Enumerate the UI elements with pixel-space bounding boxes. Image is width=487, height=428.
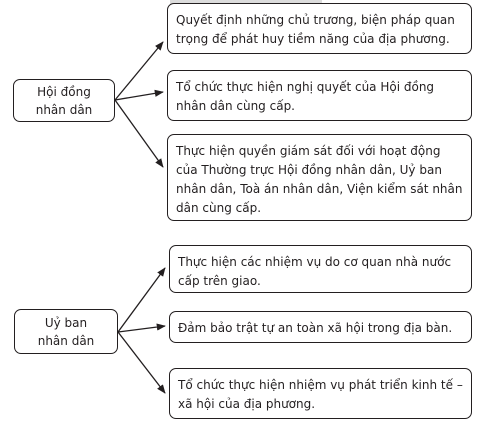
arrow-hdnd-to-r3 [115, 100, 163, 167]
arrow-hdnd-to-r1 [115, 42, 163, 100]
box-to-chuc-nghi-quyet [167, 70, 472, 121]
box-quyet-dinh-chu-truong [167, 3, 472, 54]
box-uy-ban-nhan-dan [14, 309, 118, 354]
arrow-ubnd-to-r6 [118, 332, 165, 393]
box-nhiem-vu-cap-tren [169, 245, 472, 293]
box-trat-tu-an-toan-text: Đảm bảo trật tự an toàn xã hội trong địa bàn. [178, 321, 453, 335]
arrow-ubnd-to-r4 [118, 268, 165, 332]
box-quyet-dinh-chu-truong-text: Quyết định những chủ trương, biện pháp quan trọng để phát huy tiềm năng của địa phương. [176, 13, 455, 46]
box-nhiem-vu-cap-tren-text: Thực hiện các nhiệm vụ do cơ quan nhà nước cấp trên giao. [178, 255, 452, 288]
box-to-chuc-nghi-quyet-text: Tổ chức thực hiện nghị quyết của Hội đồng nhân dân cùng cấp. [176, 80, 435, 113]
box-uy-ban-nhan-dan-label: Uỷ ban nhân dân [37, 315, 95, 348]
box-phat-trien-kinh-te [169, 368, 472, 419]
box-hoi-dong-nhan-dan [13, 79, 115, 122]
arrow-ubnd-to-r5 [118, 326, 165, 332]
box-quyen-giam-sat [167, 134, 472, 221]
box-quyen-giam-sat-text: Thực hiện quyền giám sát đối với hoạt động của Thường trực Hội đồng nhân dân, Uỷ ban nhân dân, Toà án nhân dân, Viện kiểm sát nhân dân cùng cấp. [176, 144, 463, 215]
arrow-hdnd-to-r2 [115, 92, 163, 100]
box-phat-trien-kinh-te-text: Tổ chức thực hiện nhiệm vụ phát triển kinh tế – xã hội của địa phương. [178, 378, 463, 411]
box-hoi-dong-nhan-dan-label: Hội đồng nhân dân [35, 84, 93, 117]
box-trat-tu-an-toan [169, 311, 472, 343]
